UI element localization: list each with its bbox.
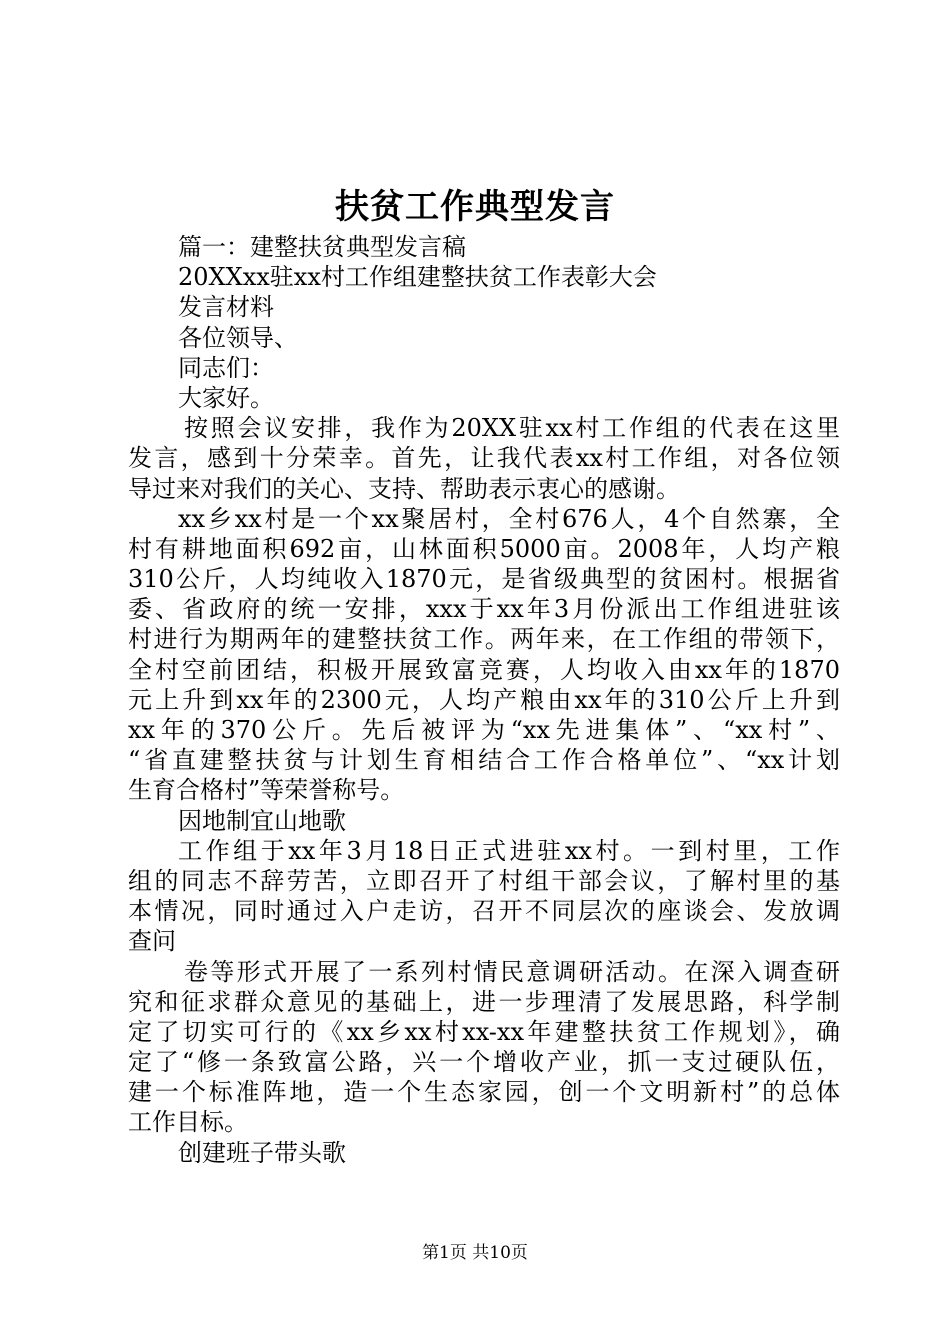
- document-body: [128, 232, 840, 1168]
- text-line: “省直建整扶贫与计划生育相结合工作合格单位”、“xx计划: [128, 746, 840, 775]
- text-line: 村有耕地面积692亩，山林面积5000亩。2008年，人均产粮: [128, 534, 840, 563]
- text-line: 导过来对我们的关心、支持、帮助表示衷心的感谢。: [128, 474, 680, 503]
- text-line: 村进行为期两年的建整扶贫工作。两年来，在工作组的带领下，: [128, 625, 840, 654]
- text-line: xx年的370公斤。先后被评为“xx先进集体”、“xx村”、: [128, 716, 840, 744]
- text-line: 20XXxx驻xx村工作组建整扶贫工作表彰大会: [178, 263, 657, 292]
- text-line: 建一个标准阵地，造一个生态家园，创一个文明新村”的总体: [128, 1078, 840, 1107]
- section-heading: 因地制宜山地歌: [178, 806, 346, 835]
- text-line: 组的同志不辞劳苦，立即召开了村组干部会议，了解村里的基: [128, 866, 840, 895]
- text-line: 定了“修一条致富公路，兴一个增收产业，抓一支过硬队伍，: [128, 1048, 840, 1077]
- text-line: 发言，感到十分荣幸。首先，让我代表xx村工作组，对各位领: [128, 444, 840, 473]
- text-line: 工作组于xx年3月18日正式进驻xx村。一到村里，工作: [178, 836, 840, 865]
- text-line: 大家好。: [178, 383, 274, 412]
- text-line: 按照会议安排，我作为20XX驻xx村工作组的代表在这里: [184, 414, 840, 443]
- text-line: 本情况，同时通过入户走访，召开不同层次的座谈会、发放调: [128, 897, 840, 926]
- text-line: 元上升到xx年的2300元，人均产粮由xx年的310公斤上升到: [128, 685, 840, 714]
- text-line: 究和征求群众意见的基础上，进一步理清了发展思路，科学制: [128, 987, 840, 1016]
- text-line: 发言材料: [178, 293, 274, 322]
- text-line: 工作目标。: [128, 1108, 248, 1137]
- text-line: 生育合格村”等荣誉称号。: [128, 776, 405, 805]
- text-line: 全村空前团结，积极开展致富竞赛，人均收入由xx年的1870: [128, 655, 840, 684]
- page-title: 扶贫工作典型发言: [335, 187, 615, 227]
- page-footer: 第1页 共10页: [422, 1243, 528, 1263]
- text-line: 310公斤，人均纯收入1870元，是省级典型的贫困村。根据省: [128, 565, 840, 594]
- text-line: 委、省政府的统一安排，xxx于xx年3月份派出工作组进驻该: [128, 595, 840, 624]
- text-line: 查问: [128, 927, 176, 956]
- text-line: 同志们：: [178, 353, 274, 382]
- text-line: 篇一：建整扶贫典型发言稿: [178, 233, 466, 261]
- text-line: xx乡xx村是一个xx聚居村，全村676人，4个自然寨，全: [178, 504, 840, 533]
- section-heading: 创建班子带头歌: [178, 1138, 346, 1167]
- text-line: 定了切实可行的《xx乡xx村xx-xx年建整扶贫工作规划》，确: [128, 1017, 840, 1046]
- text-line: 各位领导、: [178, 323, 298, 352]
- text-line: 卷等形式开展了一系列村情民意调研活动。在深入调查研: [184, 957, 840, 986]
